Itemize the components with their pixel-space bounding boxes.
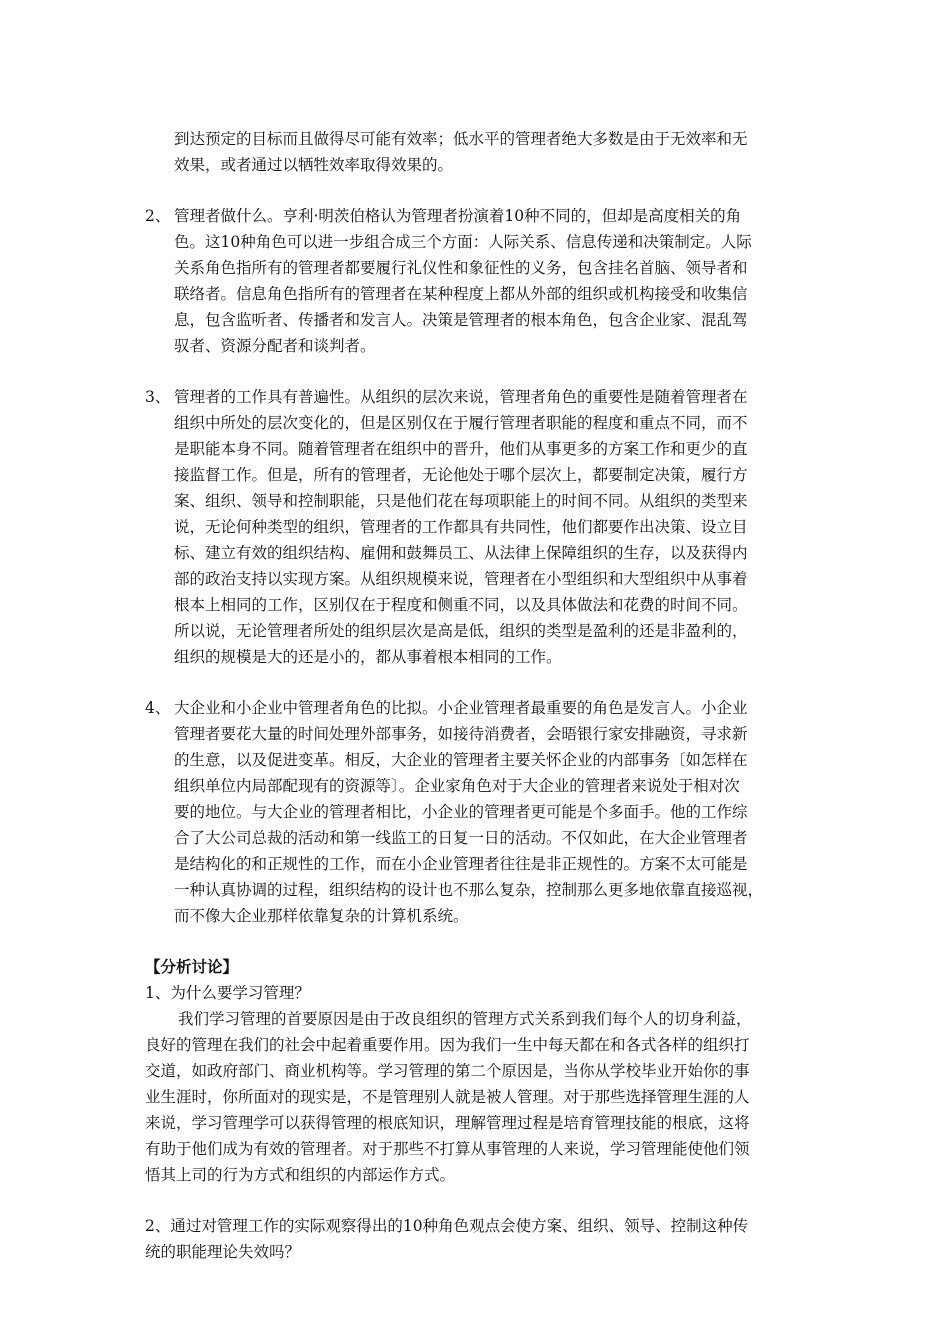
item-line: 合了大公司总裁的活动和第一线监工的日复一日的活动。不仅如此，在大企业管理者 <box>174 829 748 847</box>
answer-line: 来说，学习管理学可以获得管理的根底知识，理解管理过程是培育管理技能的根底，这将 <box>145 1114 750 1132</box>
item-line: 要的地位。与大企业的管理者相比，小企业的管理者更可能是个多面手。他的工作综 <box>174 803 748 821</box>
item-line: 标、建立有效的组织结构、雇佣和鼓舞员工、从法律上保障组织的生存，以及获得内 <box>174 544 748 562</box>
intro-line: 效果，或者通过以牺牲效率取得效果的。 <box>174 156 454 174</box>
answer-line: 悟其上司的行为方式和组织的内部运作方式。 <box>145 1166 456 1184</box>
item-line: 组织单位内局部配现有的资源等〕。企业家角色对于大企业的管理者来说处于相对次 <box>174 777 740 795</box>
item-line: 根本上相同的工作，区别仅在于程度和侧重不同，以及具体做法和花费的时间不同。 <box>174 596 748 614</box>
item-line: 联络者。信息角色指所有的管理者在某种程度上都从外部的组织或机构接受和收集信 <box>174 285 748 303</box>
item-number: 3、 <box>145 388 171 406</box>
item-line: 接监督工作。但是，所有的管理者，无论他处于哪个层次上，都要制定决策，履行方 <box>174 466 748 484</box>
answer-line: 我们学习管理的首要原因是由于改良组织的管理方式关系到我们每个人的切身利益， <box>178 1010 752 1028</box>
answer-line: 业生涯时，你所面对的现实是，不是管理别人就是被人管理。对于那些选择管理生涯的人 <box>145 1088 750 1106</box>
item-line: 组织中所处的层次变化的，但是区别仅在于履行管理者职能的程度和重点不同，而不 <box>174 414 748 432</box>
item-line: 所以说，无论管理者所处的组织层次是高是低，组织的类型是盈利的还是非盈利的， <box>174 622 748 640</box>
answer-line: 交道，如政府部门、商业机构等。学习管理的第二个原因是，当你从学校毕业开始你的事 <box>145 1062 750 1080</box>
item-line: 的生意，以及促进变革。相反，大企业的管理者主要关怀企业的内部事务〔如怎样在 <box>174 751 748 769</box>
intro-line: 到达预定的目标而且做得尽可能有效率；低水平的管理者绝大多数是由于无效率和无 <box>174 130 748 148</box>
item-line: 管理者的工作具有普遍性。从组织的层次来说，管理者角色的重要性是随着管理者在 <box>174 388 748 406</box>
section-heading: 【分析讨论】 <box>145 957 239 976</box>
answer-line: 有助于他们成为有效的管理者。对于那些不打算从事管理的人来说，学习管理能使他们领 <box>145 1140 750 1158</box>
item-line: 案、组织、领导和控制职能，只是他们花在每项职能上的时间不同。从组织的类型来 <box>174 492 748 510</box>
item-number: 4、 <box>145 699 171 717</box>
item-line: 大企业和小企业中管理者角色的比拟。小企业管理者最重要的角色是发言人。小企业 <box>174 699 748 717</box>
item-line: 色。这10种角色可以进一步组合成三个方面：人际关系、信息传递和决策制定。人际 <box>174 233 752 251</box>
item-line: 是结构化的和正规性的工作，而在小企业管理者往往是非正规性的。方案不太可能是 <box>174 855 748 873</box>
question-2: 统的职能理论失效吗？ <box>145 1243 301 1261</box>
answer-line: 良好的管理在我们的社会中起着重要作用。因为我们一生中每天都在和各式各样的组织打 <box>145 1036 750 1054</box>
item-line: 组织的规模是大的还是小的，都从事着根本相同的工作。 <box>174 648 562 666</box>
question-1: 1、为什么要学习管理？ <box>145 984 310 1002</box>
item-line: 管理者要花大量的时间处理外部事务，如接待消费者，会晤银行家安排融资，寻求新 <box>174 725 748 743</box>
item-line: 关系角色指所有的管理者都要履行礼仪性和象征性的义务，包含挂名首脑、领导者和 <box>174 259 748 277</box>
item-line: 息，包含监听者、传播者和发言人。决策是管理者的根本角色，包含企业家、混乱驾 <box>174 311 748 329</box>
item-line: 驭者、资源分配者和谈判者。 <box>174 337 376 355</box>
item-line: 一种认真协调的过程，组织结构的设计也不那么复杂，控制那么更多地依靠直接巡视， <box>174 881 764 899</box>
item-line: 说，无论何种类型的组织，管理者的工作都具有共同性，他们都要作出决策、设立目 <box>174 518 748 536</box>
item-line: 而不像大企业那样依靠复杂的计算机系统。 <box>174 907 469 925</box>
item-line: 部的政治支持以实现方案。从组织规模来说，管理者在小型组织和大型组织中从事着 <box>174 570 748 588</box>
item-number: 2、 <box>145 207 171 225</box>
item-line: 管理者做什么。亨利·明茨伯格认为管理者扮演着10种不同的，但却是高度相关的角 <box>174 207 742 225</box>
item-line: 是职能本身不同。随着管理者在组织中的晋升，他们从事更多的方案工作和更少的直 <box>174 440 748 458</box>
question-2: 2、通过对管理工作的实际观察得出的10种角色观点会使方案、组织、领导、控制这种传 <box>145 1217 749 1235</box>
